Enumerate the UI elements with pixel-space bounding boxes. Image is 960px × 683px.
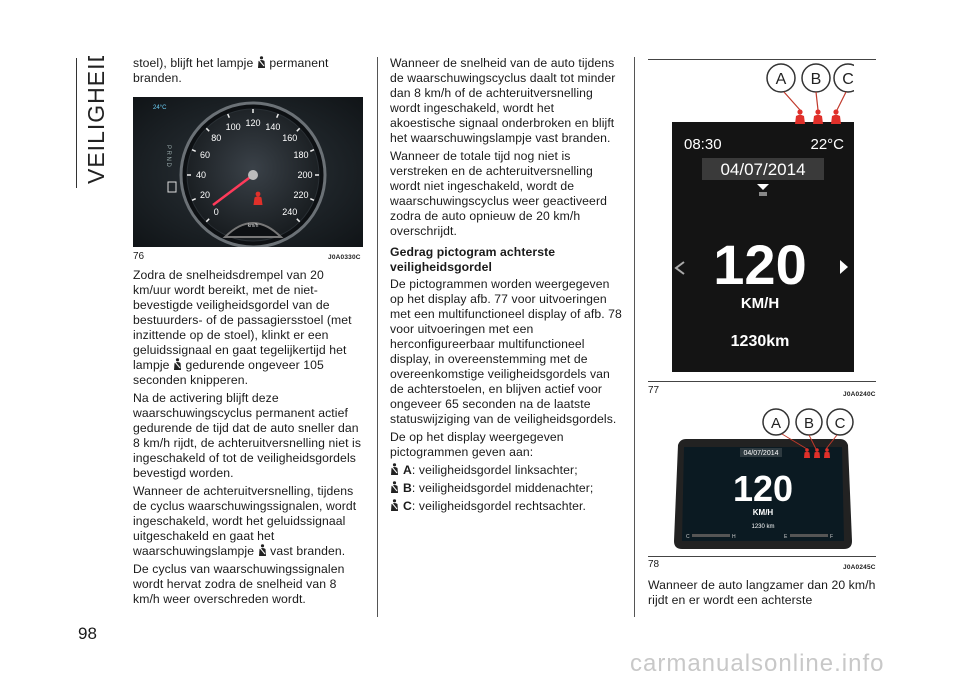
display-temp: 22°C [810,136,844,153]
speed-tick-label: 80 [211,133,222,144]
figure-number: 77 [648,385,660,396]
speedometer-image [133,97,363,247]
paragraph: De pictogrammen worden weergegeven op het display afb. 77 voor uitvoeringen met een multifunctioneel display of afb. 78 voor uitvoeringen met een herconfigureerbaar multifunctioneel display, in overeenstemming met de overeenkomstige veiligheidsgordels van de achterstoelen, en blijven actief voor ongeveer 65 seconden na de laatste statuswijziging van de veiligheidsgordels. [390,277,622,426]
speed-tick-label: 220 [293,189,309,200]
section-title-text: VEILIGHEID [83,56,109,184]
speed-tick-label: 60 [199,150,211,161]
svg-text:C: C [686,534,690,540]
section-title [82,56,112,186]
svg-text:C: C [834,415,846,432]
seatbelt-icon [390,499,399,511]
seatbelt-icon [390,481,399,493]
rear-seatbelt-icons [804,448,830,458]
page-number: 98 [78,624,97,643]
speed-tick-label: 140 [265,122,281,132]
display-odometer: 1230km [730,333,790,350]
figure-code: J0A0240C [843,391,876,398]
paragraph: Wanneer de achteruitversnelling, tijdens de cyclus waarschuwingssignalen, wordt ingeschakeld, wordt het geluidssignaal uitgeschakeld en gaat het waarschuwingslampje vast branden. [133,484,357,558]
figure-rule [648,381,876,382]
outside-temp: 24°C [153,105,167,111]
legend-text: C: veiligheidsgordel rechtsachter. [403,499,586,513]
figure-77 [672,62,854,372]
speed-tick-label: 200 [297,170,313,180]
display-date: 04/07/2014 [720,160,806,179]
speed-tick-label: 100 [225,122,241,132]
gear-indicator [165,145,171,168]
figure-number: 78 [648,559,660,570]
legend-text: A: veiligheidsgordel linksachter; [403,463,578,477]
svg-text:F: F [830,534,834,540]
figure-code: J0A0245C [843,564,876,571]
speed-tick-label: 0 [213,206,219,217]
column-divider [377,57,378,617]
seatbelt-icon [390,463,399,475]
svg-text:E: E [784,534,788,540]
figure-rule [648,556,876,557]
display-speed: 120 [732,468,794,509]
speed-tick-label: 180 [293,150,309,161]
legend-list [390,463,622,514]
seatbelt-icon [258,544,267,556]
figure-code: J0A0330C [328,254,361,261]
paragraph: Wanneer de totale tijd nog niet is verstreken en de achteruitversnelling wordt niet ingeschakeld, wordt de waarschuwingscyclus weer geactiveerd zodra de auto opnieuw de 20 km/h overschrijdt. [390,149,607,238]
figure-78 [672,405,854,553]
speed-tick-label: 120 [245,118,261,128]
watermark: carmanualsonline.info [630,650,885,677]
rear-seatbelt-icons [795,109,841,124]
svg-text:A: A [770,415,782,432]
figure-rule [648,59,876,60]
column-1 [133,56,365,89]
display-unit: KM/H [752,508,774,517]
legend-text: B: veiligheidsgordel middenachter; [403,481,594,495]
svg-text:B: B [803,415,815,432]
rear-belt-labels [763,409,853,435]
svg-text:C: C [842,71,854,88]
speed-tick-label: 160 [282,133,298,144]
paragraph: Wanneer de snelheid van de auto tijdens de waarschuwingscyclus daalt tot minder dan 8 km/h of de achteruitversnelling wordt ingeschakeld, wordt het akoestische signaal onderbroken en blijft het waarschuwingslampje vast branden. [390,56,616,145]
paragraph: De op het display weergegeven pictogrammen geven aan: [390,430,564,459]
display-date: 04/07/2014 [743,450,779,457]
column-2 [390,56,622,517]
display-speed: 120 [713,233,807,296]
reconfigurable-display-image [672,405,854,553]
side-rule [76,58,77,188]
seatbelt-icon [257,56,266,68]
legend-item [390,481,622,496]
multifunction-display-image [672,62,854,372]
legend-item [390,499,622,514]
display-odometer: 1230 km [751,524,775,530]
paragraph: Zodra de snelheidsdrempel van 20 km/uur wordt bereikt, met de niet-bevestigde veiligheidsgordel van de bestuurders- of de passagiersstoel (met inzittende op de stoel), klinkt er een geluidssignaal en gaat tegelijkertijd het lampje gedurende ongeveer 105 seconden knipperen. [133,268,352,387]
paragraph: Na de activering blijft deze waarschuwingscyclus permanent actief gedurende de tijd dat de auto sneller dan 8 km/h rijdt, de achteruitversnelling niet is ingeschakeld of tot de veiligheidsgordels bevestigd worden. [133,391,362,480]
speed-tick-label: 20 [199,189,211,200]
rear-belt-labels [767,64,854,92]
svg-text:B: B [810,71,822,88]
gear-letters: P R N D [165,145,171,167]
seatbelt-icon [173,358,182,370]
gauge-unit: km/h [247,223,259,229]
paragraph: De cyclus van waarschuwingssignalen wordt hervat zodra de snelheid van 8 km/h weer overschreden wordt. [133,562,345,606]
speed-tick-label: 240 [282,206,298,217]
paragraph: Wanneer de auto langzamer dan 20 km/h rijdt en er wordt een achterste [648,578,876,607]
display-unit: KM/H [740,295,780,312]
paragraph: stoel), blijft het lampje permanent branden. [133,56,329,85]
column-1-body [133,268,365,610]
display-time: 08:30 [684,136,722,153]
column-3-body [648,578,880,611]
column-divider [634,57,635,617]
figure-number: 76 [133,251,145,262]
section-heading: Gedrag pictogram achterste veiligheidsgordel [390,245,556,274]
speed-tick-label: 40 [195,170,207,180]
legend-item [390,463,622,478]
svg-text:A: A [775,71,787,88]
svg-text:H: H [732,534,736,540]
figure-76 [133,97,363,247]
